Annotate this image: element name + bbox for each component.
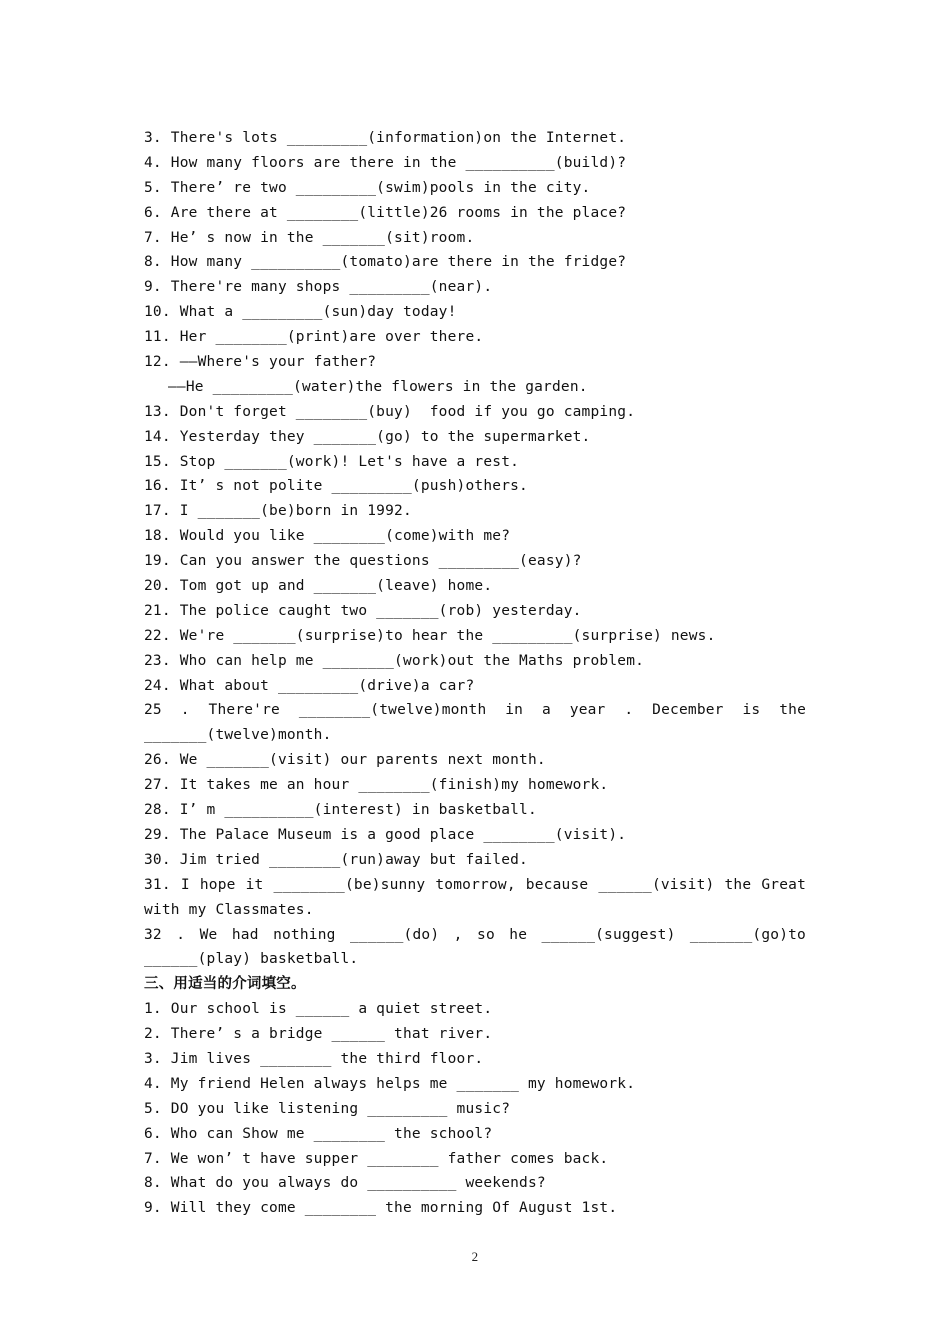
exercise-line: 7. We won’ t have supper ________ father comes back. xyxy=(144,1150,609,1167)
exercise-line: 14. Yesterday they _______(go) to the supermarket. xyxy=(144,428,591,445)
worksheet-content xyxy=(144,126,806,1221)
exercise-line: 27. It takes me an hour ________(finish)my homework. xyxy=(144,777,609,794)
exercise-line: 32 . We had nothing ______(do) , so he ______(suggest) _______(go)to xyxy=(144,926,806,943)
exercise-line: 21. The police caught two _______(rob) yesterday. xyxy=(144,602,582,619)
exercise-line: 10. What a _________(sun)day today! xyxy=(144,304,457,321)
exercise-line: 4. My friend Helen always helps me _______ my homework. xyxy=(144,1075,636,1092)
exercise-line: 22. We're _______(surprise)to hear the _________(surprise) news. xyxy=(144,627,716,644)
exercise-line: 12. ——Where's your father? xyxy=(144,354,377,371)
exercise-line: 6. Are there at ________(little)26 rooms in the place? xyxy=(144,204,627,221)
exercise-line: 8. What do you always do __________ weekends? xyxy=(144,1175,546,1192)
exercise-line: 5. DO you like listening _________ music? xyxy=(144,1100,511,1117)
exercise-line: 15. Stop _______(work)! Let's have a rest. xyxy=(144,453,520,470)
exercise-line: 24. What about _________(drive)a car? xyxy=(144,677,475,694)
exercise-line: 2. There’ s a bridge ______ that river. xyxy=(144,1026,493,1043)
exercise-line: 3. Jim lives ________ the third floor. xyxy=(144,1050,484,1067)
exercise-line: 16. It’ s not polite _________(push)others. xyxy=(144,478,528,495)
exercise-line: 9. There're many shops _________(near). xyxy=(144,279,493,296)
exercise-line: 30. Jim tried ________(run)away but failed. xyxy=(144,851,528,868)
exercise-line: with my Classmates. xyxy=(144,901,314,918)
exercise-line: 17. I _______(be)born in 1992. xyxy=(144,503,412,520)
exercise-line: 19. Can you answer the questions _________(easy)? xyxy=(144,553,582,570)
exercise-line: 20. Tom got up and _______(leave) home. xyxy=(144,578,493,595)
exercise-line: 13. Don't forget ________(buy) food if you go camping. xyxy=(144,403,636,420)
exercise-line: 6. Who can Show me ________ the school? xyxy=(144,1125,493,1142)
exercise-line: 29. The Palace Museum is a good place ________(visit). xyxy=(144,826,627,843)
exercise-line: 1. Our school is ______ a quiet street. xyxy=(144,1001,493,1018)
exercise-line: 9. Will they come ________ the morning Of August 1st. xyxy=(144,1200,618,1217)
exercise-line: 3. There's lots _________(information)on the Internet. xyxy=(144,130,627,146)
exercise-line: 18. Would you like ________(come)with me? xyxy=(144,528,511,545)
exercise-line: 26. We _______(visit) our parents next month. xyxy=(144,752,546,769)
exercise-line: 5. There’ re two _________(swim)pools in the city. xyxy=(144,179,591,196)
exercise-line: 7. He’ s now in the _______(sit)room. xyxy=(144,229,475,246)
exercise-line: 23. Who can help me ________(work)out the Maths problem. xyxy=(144,652,645,669)
exercise-line: ______(play) basketball. xyxy=(144,951,359,968)
exercise-line: 8. How many __________(tomato)are there in the fridge? xyxy=(144,254,627,271)
exercise-line: 28. I’ m __________(interest) in basketball. xyxy=(144,802,537,819)
exercise-line: 25 . There're ________(twelve)month in a year . December is the xyxy=(144,702,806,719)
exercise-line: 4. How many floors are there in the __________(build)? xyxy=(144,154,627,171)
exercise-line: 31. I hope it ________(be)sunny tomorrow, because ______(visit) the Great xyxy=(144,876,806,893)
exercise-line: ——He _________(water)the flowers in the garden. xyxy=(168,378,588,395)
exercise-line: _______(twelve)month. xyxy=(144,727,332,744)
section-title: 三、用适当的介词填空。 xyxy=(144,976,306,993)
page-number: 2 xyxy=(471,1249,479,1264)
exercise-line: 11. Her ________(print)are over there. xyxy=(144,329,484,346)
